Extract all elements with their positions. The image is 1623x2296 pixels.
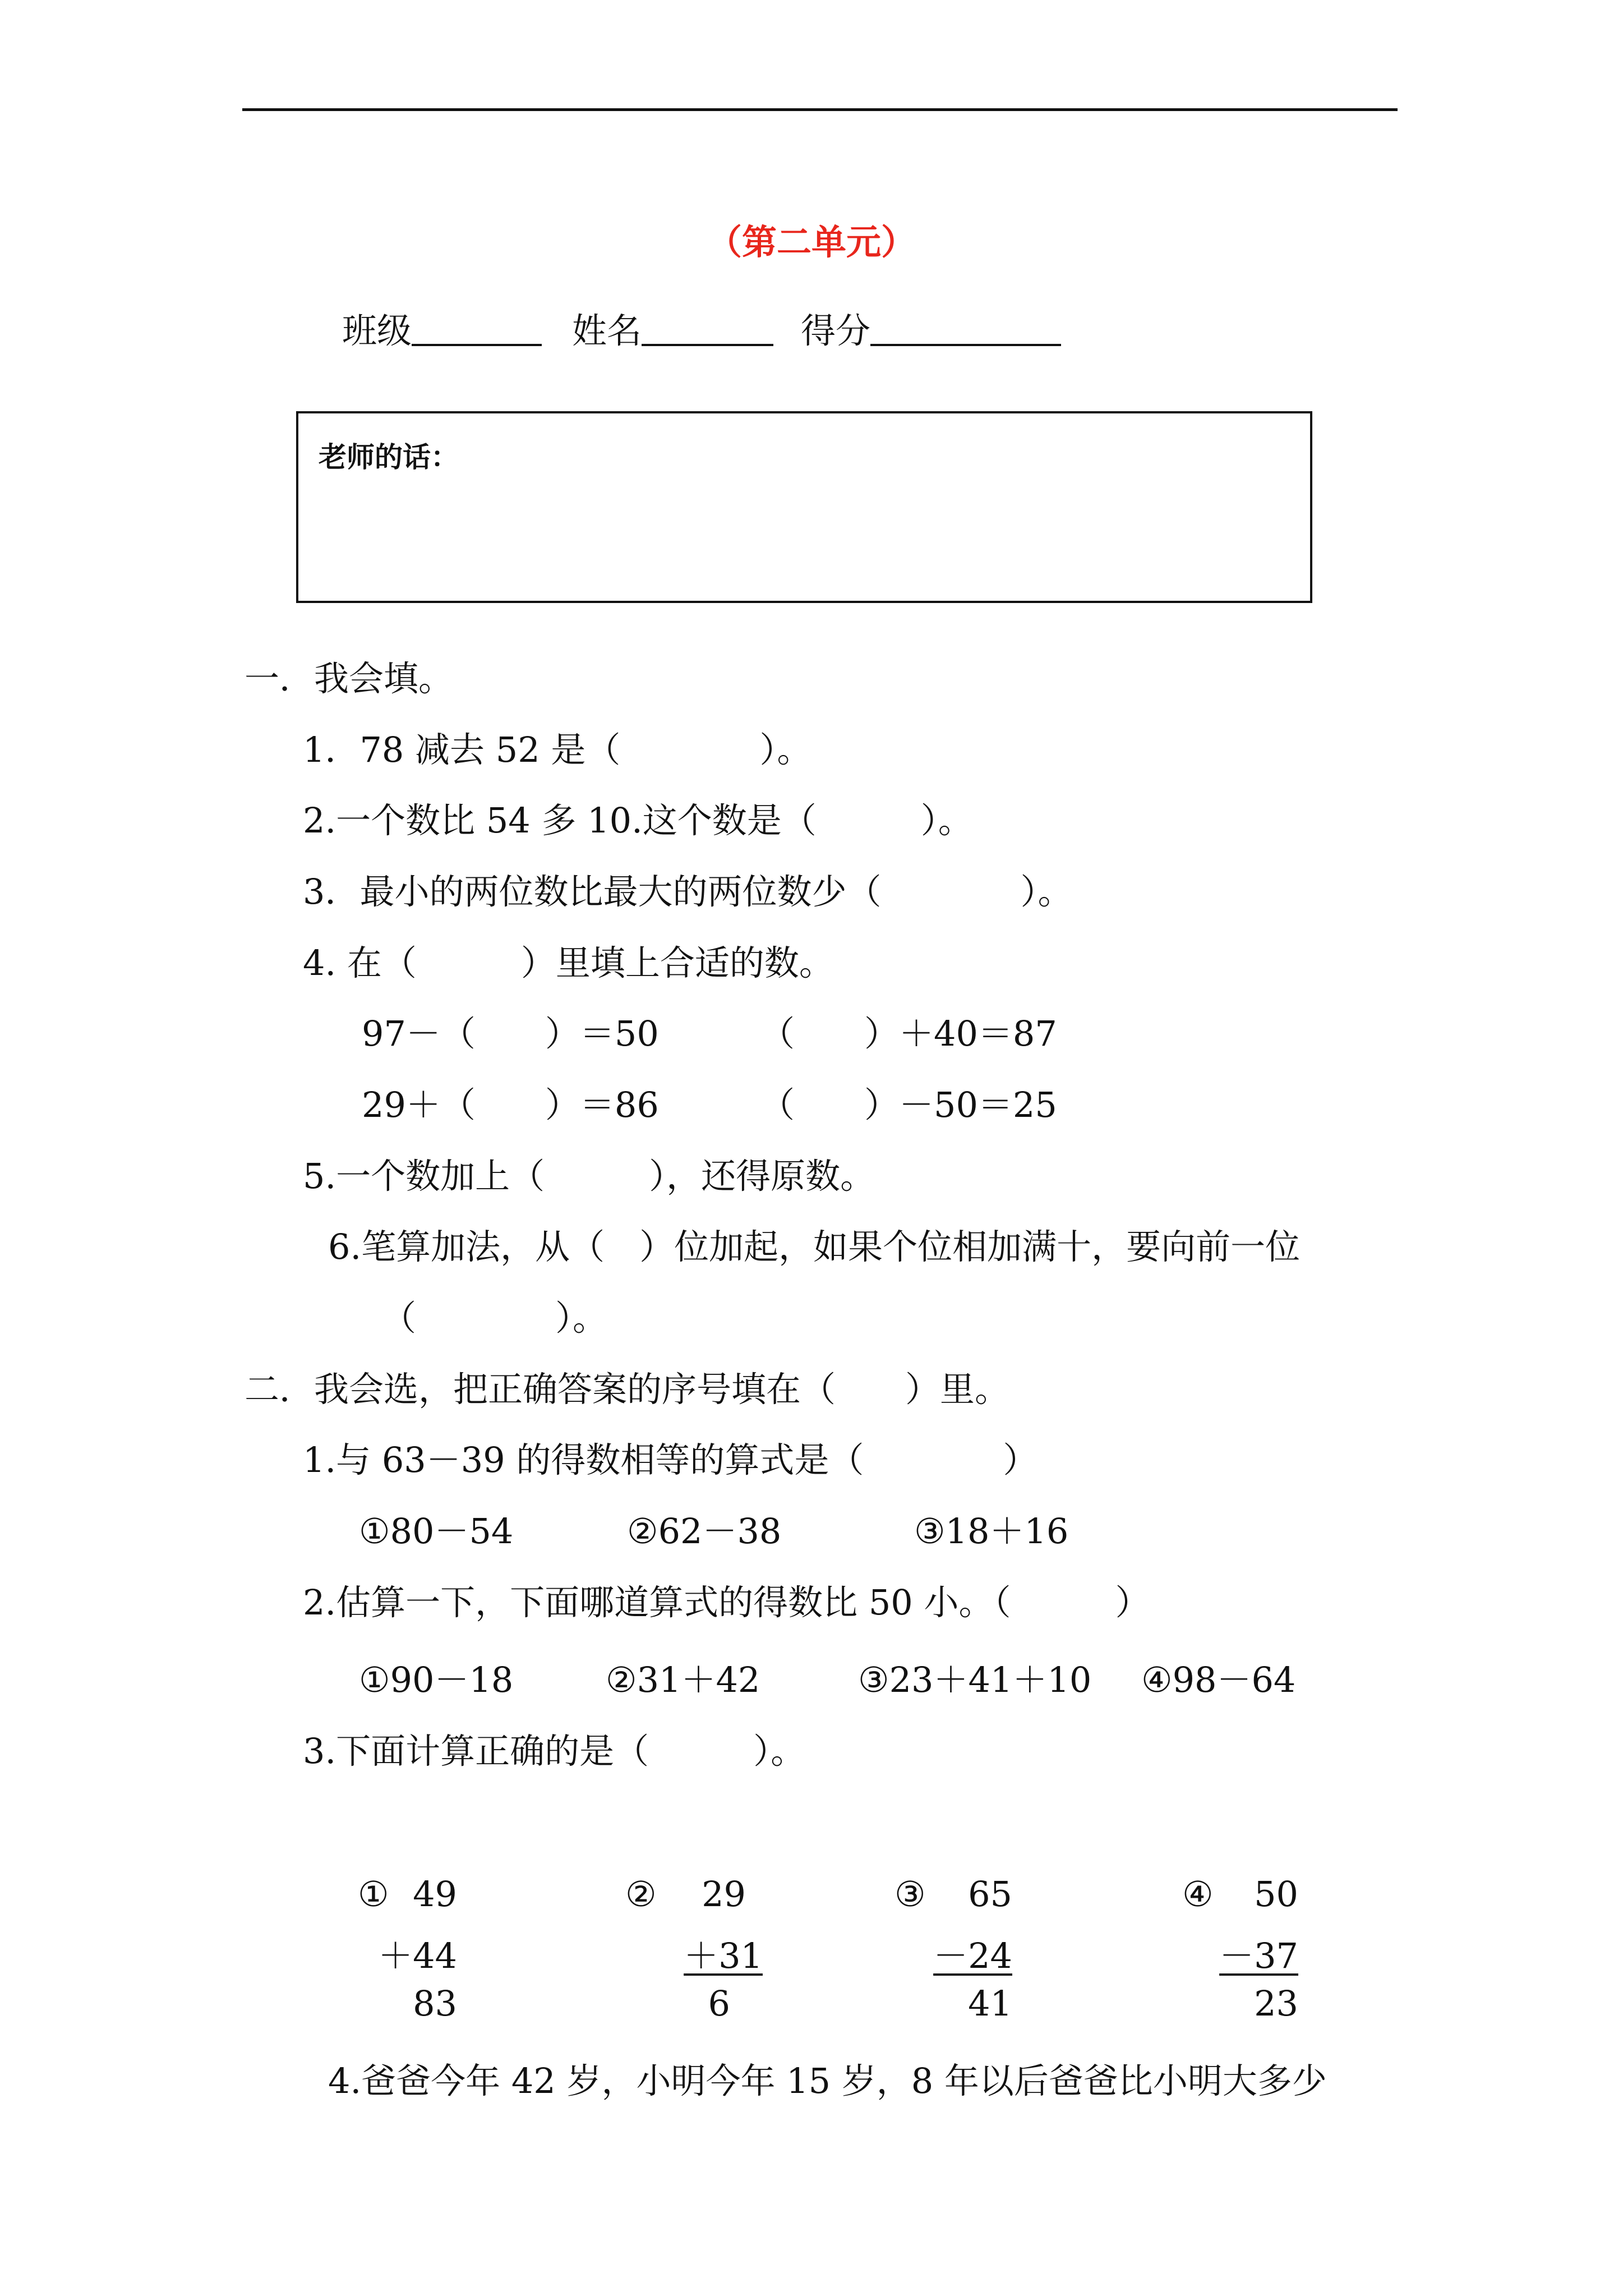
s1-question-1: 1．78 减去 52 是（ ）。 bbox=[303, 729, 812, 770]
s2-q2-option-2: ②31＋42 bbox=[606, 1659, 760, 1700]
s1-question-5: 5.一个数加上（ ），还得原数。 bbox=[303, 1156, 875, 1197]
s2-q2-option-3: ③23＋41＋10 bbox=[858, 1659, 1092, 1700]
s1-q4-equation-b: （ ）＋40＝87 bbox=[760, 1013, 1057, 1054]
s1-q4-equation-a: 97－（ ）＝50 bbox=[362, 1013, 659, 1054]
calc-3-result: 41 bbox=[968, 1983, 1012, 2024]
s2-q2-option-4: ④98－64 bbox=[1141, 1659, 1296, 1700]
section2-heading: 二．我会选，把正确答案的序号填在（ ）里。 bbox=[245, 1369, 1010, 1410]
score-field bbox=[801, 303, 1061, 353]
teacher-note-box bbox=[296, 411, 1312, 603]
class-field bbox=[342, 303, 542, 353]
s1-question-6-line1: 6.笔算加法，从（ ）位加起，如果个位相加满十，要向前一位 bbox=[328, 1226, 1301, 1267]
s1-q4-equation-d: （ ）－50＝25 bbox=[760, 1084, 1057, 1125]
calc-4-top: 50 bbox=[1254, 1874, 1298, 1915]
calc-1-marker: ① bbox=[358, 1874, 389, 1915]
s2-question-1: 1.与 63－39 的得数相等的算式是（ ） bbox=[303, 1439, 1038, 1480]
calc-4-operand: －37 bbox=[1219, 1935, 1298, 1976]
calc-3-top: 65 bbox=[968, 1874, 1012, 1915]
calc-1-top: 49 bbox=[413, 1874, 457, 1915]
s2-question-2: 2.估算一下，下面哪道算式的得数比 50 小。（ ） bbox=[303, 1582, 1150, 1623]
s2-q2-option-1: ①90－18 bbox=[359, 1659, 514, 1700]
s2-q1-option-2: ②62－38 bbox=[627, 1511, 782, 1552]
s2-question-4: 4.爸爸今年 42 岁，小明今年 15 岁，8 年以后爸爸比小明大多少 bbox=[328, 2060, 1327, 2101]
class-label: 班级 bbox=[342, 310, 412, 351]
s2-q1-option-3: ③18＋16 bbox=[914, 1511, 1069, 1552]
calc-1-operand: ＋44 bbox=[378, 1935, 457, 1976]
s2-q1-option-1: ①80－54 bbox=[359, 1511, 514, 1552]
header-rule bbox=[242, 108, 1398, 111]
s2-question-3: 3.下面计算正确的是（ ）。 bbox=[303, 1731, 806, 1772]
name-blank[interactable] bbox=[642, 311, 773, 346]
calc-3-marker: ③ bbox=[895, 1874, 926, 1915]
class-blank[interactable] bbox=[412, 311, 542, 346]
s1-question-6-line2: （ ）。 bbox=[381, 1297, 608, 1338]
score-label: 得分 bbox=[801, 310, 871, 351]
name-label: 姓名 bbox=[572, 310, 642, 351]
unit-title: （第二单元） bbox=[707, 222, 916, 263]
calc-1-result: 83 bbox=[413, 1983, 457, 2024]
s1-question-4: 4. 在（ ）里填上合适的数。 bbox=[303, 942, 834, 983]
teacher-note-label: 老师的话： bbox=[319, 441, 459, 473]
calc-4-marker: ④ bbox=[1182, 1874, 1214, 1915]
calc-4-result: 23 bbox=[1254, 1983, 1298, 2024]
name-field bbox=[572, 303, 773, 353]
score-blank[interactable] bbox=[870, 311, 1061, 346]
s1-question-2: 2.一个数比 54 多 10.这个数是（ ）。 bbox=[303, 800, 973, 841]
calc-3-operand: －24 bbox=[933, 1935, 1012, 1976]
s1-q4-equation-c: 29＋（ ）＝86 bbox=[362, 1084, 659, 1125]
section1-heading: 一．我会填。 bbox=[245, 658, 454, 699]
calc-2-top: 29 bbox=[702, 1874, 746, 1915]
calc-2-operand: ＋31 bbox=[684, 1935, 763, 1976]
calc-2-marker: ② bbox=[625, 1874, 657, 1915]
s1-question-3: 3．最小的两位数比最大的两位数少（ ）。 bbox=[303, 871, 1073, 912]
calc-2-result: 6 bbox=[708, 1983, 730, 2024]
